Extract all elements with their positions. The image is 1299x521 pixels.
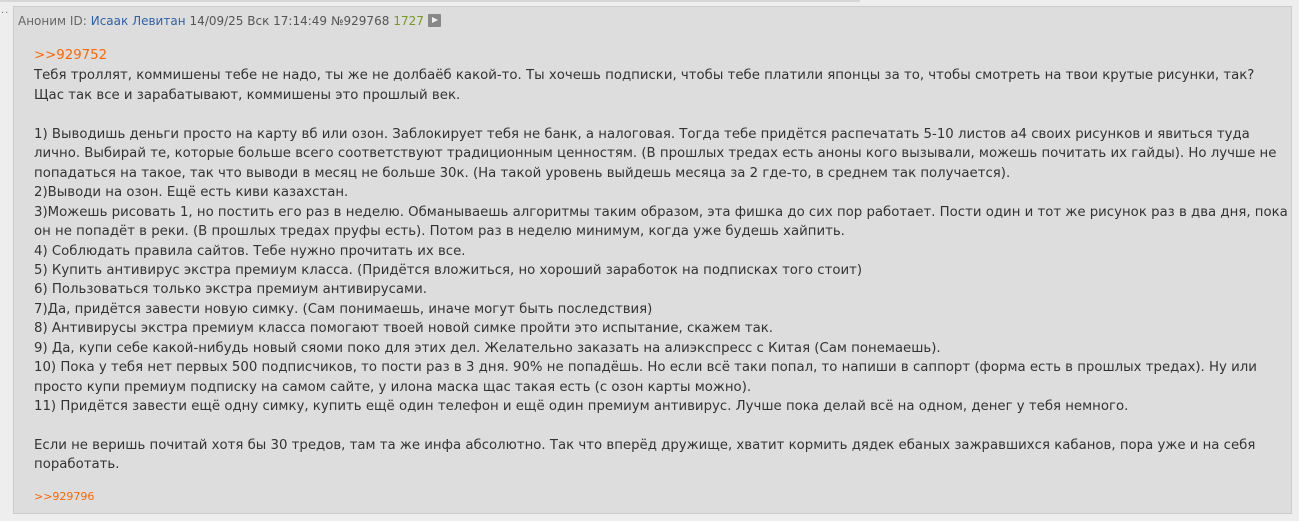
post-line: 4) Соблюдать правила сайтов. Тебе нужно прочитать их все. [34, 243, 466, 259]
reply-link[interactable]: >>929796 [34, 490, 95, 503]
post-line: 5) Купить антивирус экстра премиум класса. (Придётся вложиться, но хороший заработок на подписках того стоит) [34, 262, 863, 278]
post-body [34, 46, 1288, 475]
post-line: 10) Пока у тебя нет первых 500 подписчиков, то пости раз в 3 дня. 90% не попадёшь. Но если всё таки попал, то напиши в саппорт (форма есть в прошлых тредах). Ну или [34, 360, 1257, 376]
drag-handle-icon[interactable]: ·· [1, 8, 10, 19]
post-header [18, 13, 445, 29]
post-line: попадаться на такое, так что выводи в месяц не больше 30к. (На такой уровень выйдешь месяца за 2 где-то, в среднем так получается). [34, 165, 1011, 181]
poster-name-link[interactable]: Исаак Левитан [90, 14, 186, 28]
post-line: 9) Да, купи себе какой-нибудь новый сяоми поко для этих дел. Желательно заказать на алиэкспресс с Китая (Сам понемаешь). [34, 340, 941, 356]
post-line: 2)Выводи на озон. Ещё есть киви казахстан. [34, 185, 349, 201]
post-line: 11) Придётся завести ещё одну симку, купить ещё один телефон и ещё один премиум антивирус. Лучше пока делай всё на одном, денег у тебя немного. [34, 399, 1129, 415]
quote-link[interactable]: >>929752 [34, 48, 108, 63]
post-line: лично. Выбирай те, которые больше всего соответствуют традиционным ценностям. (В прошлых тредах есть аноны кого вызывали, можешь почитать их гайды). Но лучше не [34, 146, 1277, 162]
post-line: он не попадёт в реки. (В прошлых тредах пруфы есть). Потом раз в неделю минимум, когда уже будешь хайпить. [34, 224, 845, 240]
post-count: 1727 [393, 14, 424, 28]
blank-line [34, 417, 1274, 436]
post-line: Тебя троллят, коммишены тебе не надо, ты же не долбаёб какой-то. Ты хочешь подписки, чтобы тебе платили японцы за то, чтобы смотреть на твои крутые рисунки, так? [34, 68, 1255, 84]
post [13, 6, 1292, 514]
blank-line [34, 105, 1274, 124]
post-line: 8) Антивирусы экстра премиум класса помогают твоей новой симке пройти это испытание, скажем так. [34, 321, 774, 337]
post-line: поработать. [34, 457, 120, 473]
top-divider [0, 0, 860, 2]
post-date: 14/09/25 Вск 17:14:49 [189, 14, 328, 28]
post-line: 1) Выводишь деньги просто на карту вб или озон. Заблокирует тебя не банк, а налоговая. Тогда тебе придётся распечатать 5-10 листов а4 своих рисунков и явиться туда [34, 126, 1250, 142]
post-line: 6) Пользоваться только экстра премиум антивирусами. [34, 282, 427, 298]
post-line: просто купи премиум подписку на самом сайте, у илона маска щас такая есть (с озон карты можно). [34, 379, 752, 395]
post-line: 7)Да, придётся завести новую симку. (Сам понимаешь, иначе могут быть последствия) [34, 301, 653, 317]
post-line: Если не веришь почитай хотя бы 30 тредов, там та же инфа абсолютно. Так что вперёд дружище, хватит кормить дядек ебаных зажравшихся кабанов, пора уже и на себя [34, 438, 1256, 454]
anon-label: Аноним ID: [18, 14, 87, 28]
post-line: 3)Можешь рисовать 1, но постить его раз в неделю. Обманываешь алгоритмы таким образом, эта фишка до сих пор работает. Пости один и тот же рисунок раз в два дня, пока [34, 204, 1288, 220]
post-line: Щас так все и зарабатывают, коммишены это прошлый век. [34, 87, 461, 103]
play-icon[interactable] [428, 14, 441, 27]
post-number-link[interactable]: №929768 [331, 14, 390, 28]
